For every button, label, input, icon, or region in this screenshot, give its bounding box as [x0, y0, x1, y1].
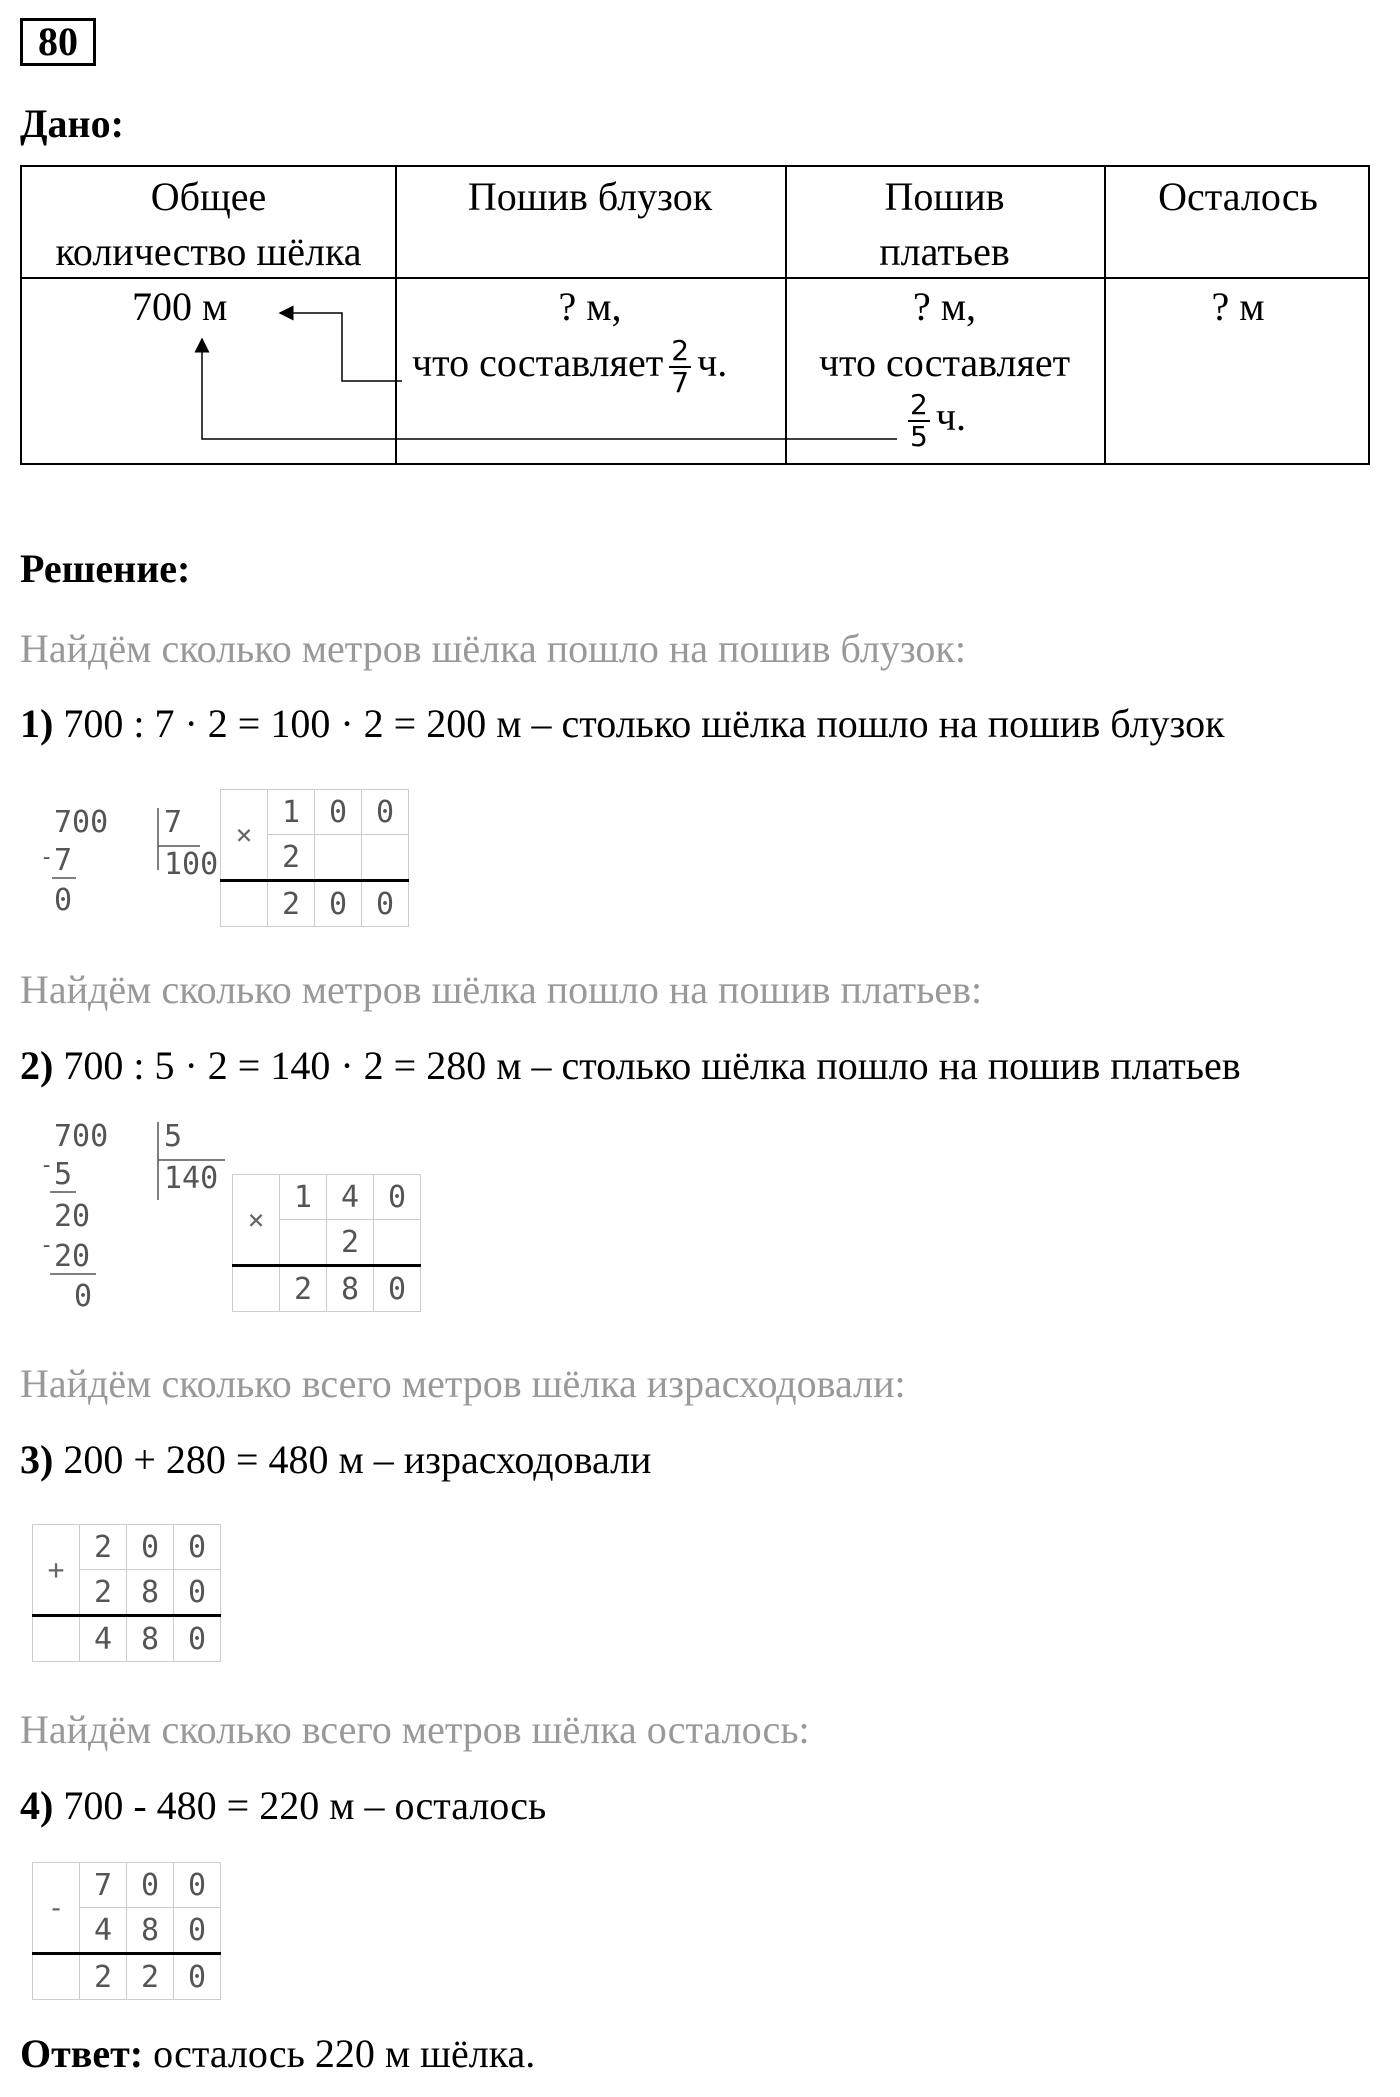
svg-text:-: - — [40, 845, 54, 870]
step3-grid: + 2 0 0 2 8 0 4 8 0 — [32, 1524, 221, 1662]
blouses-desc: что составляет $\frac{2}{7}$ ч. — [412, 333, 728, 399]
blouses-question: ? м, — [558, 284, 622, 329]
blouses-fraction: $\frac{2}{7}$ — [671, 333, 690, 399]
step2-division: - - 700 5 140 5 20 20 0 — [40, 1119, 219, 1314]
total-value: 700 м — [132, 284, 228, 329]
given-label: Дано: — [20, 101, 124, 146]
step4-grid: - 7 0 0 4 8 0 2 2 0 — [32, 1862, 221, 2000]
arrows-diagram — [22, 167, 1372, 467]
step4-intro: Найдём сколько всего метров шёлка осталось: — [20, 1707, 810, 1752]
step2-grid: × 1 4 0 2 2 8 0 — [232, 1174, 421, 1312]
dresses-fraction: $\frac{2}{5}$ — [910, 387, 928, 453]
dresses-fraction-line: $\frac{2}{5}$ ч. — [910, 387, 966, 453]
dresses-question: ? м, — [912, 284, 977, 329]
header-blouses: Пошив блузок — [467, 174, 713, 219]
svg-text:-: - — [40, 1233, 54, 1258]
left-value: ? м — [1211, 284, 1265, 329]
answer: Ответ: осталось 220 м шёлка. — [20, 2031, 536, 2076]
step3-intro: Найдём сколько всего метров шёлка израсходовали: — [20, 1361, 906, 1406]
header-dresses: Пошив платьев — [879, 174, 1010, 274]
step2-intro: Найдём сколько метров шёлка пошло на пошив платьев: — [20, 967, 983, 1012]
svg-text:-: - — [40, 1153, 54, 1178]
header-total: Общее количество шёлка — [55, 174, 362, 274]
solution-label: Решение: — [20, 546, 191, 591]
step4-line: 4) 700 - 480 = 220 м – осталось — [20, 1783, 547, 1828]
problem-number: 80 — [20, 18, 96, 66]
given-table — [20, 165, 1370, 465]
header-left: Осталось — [1158, 174, 1318, 219]
step2-line: 2) 700 : 5 · 2 = 140 · 2 = 280 м – столько шёлка пошло на пошив платьев — [20, 1043, 1241, 1088]
step1-grid: × 1 0 0 2 2 0 0 — [220, 789, 409, 927]
step1-intro: Найдём сколько метров шёлка пошло на пошив блузок: — [20, 626, 966, 671]
step3-line: 3) 200 + 280 = 480 м – израсходовали — [20, 1437, 652, 1482]
step1-line: 1) 700 : 7 · 2 = 100 · 2 = 200 м – столько шёлка пошло на пошив блузок — [20, 701, 1225, 746]
step1-division: - 700 7 100 7 0 — [40, 805, 219, 918]
dresses-desc: что составляет — [818, 340, 1071, 385]
